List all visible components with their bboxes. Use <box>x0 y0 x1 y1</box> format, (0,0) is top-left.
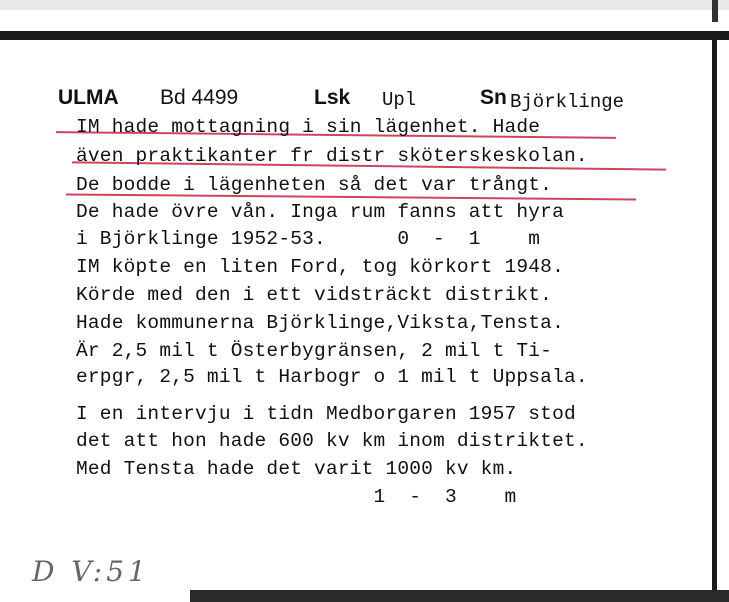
scan-top-edge <box>0 0 729 10</box>
lsk-value: Upl <box>382 89 417 111</box>
body-line-3: De bodde i lägenheten så det var trångt. <box>76 174 553 196</box>
card-right-border <box>712 38 717 590</box>
card-top-border <box>0 31 729 40</box>
sn-label: Sn <box>480 86 507 109</box>
body-line-5: i Björklinge 1952-53. 0 - 1 m <box>76 228 541 250</box>
body-line-12: det att hon hade 600 kv km inom distriktet. <box>76 430 588 452</box>
lsk-label: Lsk <box>314 86 351 109</box>
body-line-11: I en intervju i tidn Medborgaren 1957 stod <box>76 403 576 425</box>
body-line-8: Hade kommunerna Björklinge,Viksta,Tensta. <box>76 312 564 334</box>
card-bd-number: Bd 4499 <box>160 86 239 109</box>
body-line-9: Är 2,5 mil t Österbygränsen, 2 mil t Ti- <box>76 340 553 362</box>
body-line-4: De hade övre vån. Inga rum fanns att hyra <box>76 201 564 223</box>
body-line-10: erpgr, 2,5 mil t Harbogr o 1 mil t Uppsala. <box>76 366 588 388</box>
body-line-2: även praktikanter fr distr sköterskeskolan. <box>76 145 588 167</box>
body-line-14: 1 - 3 m <box>76 486 517 508</box>
handwritten-archive-mark: D V:51 <box>32 555 150 588</box>
scan-corner-mark <box>712 0 718 22</box>
card-name: ULMA <box>58 86 119 109</box>
body-line-7: Körde med den i ett vidsträckt distrikt. <box>76 284 553 306</box>
body-line-6: IM köpte en liten Ford, tog körkort 1948. <box>76 256 564 278</box>
body-line-13: Med Tensta hade det varit 1000 kv km. <box>76 458 517 480</box>
body-line-1: IM hade mottagning i sin lägenhet. Hade <box>76 116 541 138</box>
card-bottom-border <box>190 590 729 602</box>
sn-value: Björklinge <box>510 91 625 113</box>
